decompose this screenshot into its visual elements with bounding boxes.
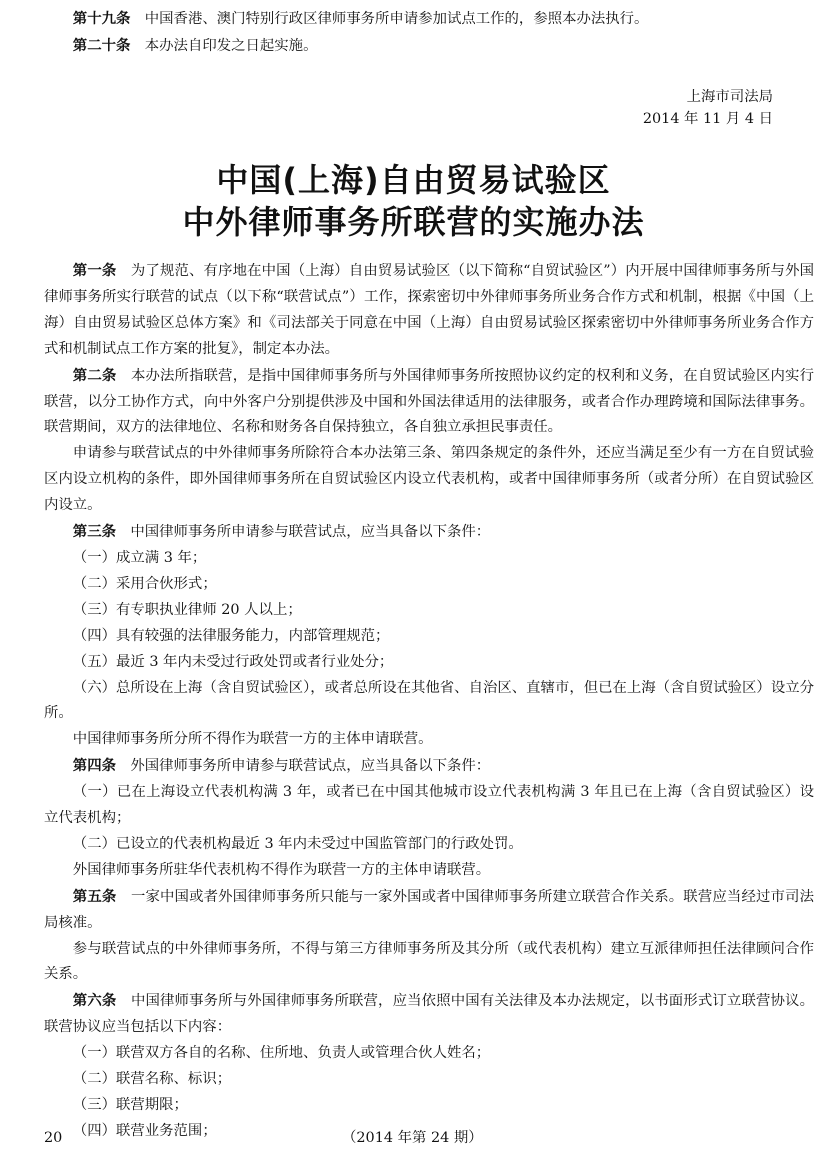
article-label: 第二十条 xyxy=(72,36,131,54)
list-item xyxy=(44,1093,814,1119)
signature-organization: 上海市司法局 xyxy=(686,89,773,105)
article-paragraph xyxy=(44,33,814,60)
article-label: 第一条 xyxy=(72,262,117,279)
list-item-text: （一）联营双方各自的名称、住所地、负责人或管理合伙人姓名； xyxy=(72,1045,491,1062)
article-label: 第二条 xyxy=(72,366,117,384)
list-item xyxy=(44,780,814,832)
issue-label: （2014 年第 24 期） xyxy=(342,1130,483,1146)
article-paragraph xyxy=(44,519,814,546)
body-paragraph xyxy=(44,441,814,519)
previous-articles xyxy=(44,6,814,60)
article-label: 第三条 xyxy=(72,523,116,541)
article-text: 为了规范、有序地在中国（上海）自由贸易试验区（以下简称“自贸试验区”）内开展中国律师事务所与外国律师事务所实行联营的试点（以下称“联营试点”）工作，探索密切中外律师事务所业务合作方式和机制，根据《中国（上海）自由贸易试验区总体方案》和《司法部关于同意在中国（上海）自由贸易试验区探索密切中外律师事务所业务合作方式和机制试点工作方案的批复》，制定本办法。 xyxy=(44,263,814,357)
document-body xyxy=(44,258,814,1145)
page-number: 20 xyxy=(44,1130,63,1146)
body-paragraph xyxy=(44,937,814,989)
list-item-text: （一）成立满 3 年； xyxy=(72,549,207,566)
article-label: 第六条 xyxy=(72,992,117,1010)
list-item xyxy=(44,546,814,572)
article-text: 一家中国或者外国律师事务所只能与一家外国或者中国律师事务所建立联营合作关系。联营应当经过市司法局核准。 xyxy=(44,888,814,931)
article-text: 本办法所指联营，是指中国律师事务所与外国律师事务所按照协议约定的权利和义务，在自贸试验区内实行联营，以分工协作方式，向中外客户分别提供涉及中国和外国法律适用的法律服务，或者合作办理跨境和国际法律事务。联营期间，双方的法律地位、名称和财务各自保持独立，各自独立承担民事责任。 xyxy=(44,367,814,436)
article-label: 第十九条 xyxy=(72,10,131,27)
list-item-text: （三）有专职执业律师 20 人以上； xyxy=(72,601,302,618)
article-paragraph xyxy=(44,258,814,363)
list-item-text: （五）最近 3 年内未受过行政处罚或者行业处分； xyxy=(72,653,394,670)
list-item xyxy=(44,832,814,858)
list-item-text: （二）联营名称、标识； xyxy=(72,1071,232,1088)
article-paragraph xyxy=(44,753,814,780)
article-paragraph xyxy=(44,363,814,442)
list-item-text: （一）已在上海设立代表机构满 3 年，或者已在中国其他城市设立代表机构满 3 年且已在上海（含自贸试验区）设立代表机构； xyxy=(44,784,814,827)
article-paragraph xyxy=(44,884,814,937)
article-label: 第五条 xyxy=(72,887,117,905)
article-text: 外国律师事务所申请参与联营试点，应当具备以下条件： xyxy=(115,758,491,775)
signature-date: 2014 年 11 月 4 日 xyxy=(642,111,773,127)
list-item xyxy=(44,598,814,624)
list-item xyxy=(44,650,814,676)
list-item xyxy=(44,1067,814,1093)
list-item-text: （四）联营业务范围； xyxy=(72,1122,217,1139)
list-item xyxy=(44,624,814,650)
paragraph-text: 中国律师事务所分所不得作为联营一方的主体申请联营。 xyxy=(72,731,433,748)
list-item-text: （三）联营期限； xyxy=(72,1097,188,1113)
document-title-line-2: 中外律师事务所联营的实施办法 xyxy=(182,203,645,241)
list-item xyxy=(44,1041,814,1067)
document-title-line-1: 中国(上海)自由贸易试验区 xyxy=(216,161,611,199)
article-label: 第四条 xyxy=(72,757,116,775)
list-item-text: （二）已设立的代表机构最近 3 年内未受过中国监管部门的行政处罚。 xyxy=(72,835,523,852)
article-text: 中国律师事务所与外国律师事务所联营，应当依照中国有关法律及本办法规定，以书面形式订立联营协议。联营协议应当包括以下内容： xyxy=(44,993,814,1036)
paragraph-text: 外国律师事务所驻华代表机构不得作为联营一方的主体申请联营。 xyxy=(72,861,491,878)
article-paragraph xyxy=(44,6,814,33)
list-item xyxy=(44,572,814,598)
body-paragraph xyxy=(44,858,814,884)
list-item xyxy=(44,676,814,728)
list-item-text: （二）采用合伙形式； xyxy=(72,575,217,592)
article-text: 本办法自印发之日起实施。 xyxy=(130,37,318,54)
body-paragraph xyxy=(44,727,814,753)
paragraph-text: 申请参与联营试点的中外律师事务所除符合本办法第三条、第四条规定的条件外，还应当满足至少有一方在自贸试验区内设立机构的条件，即外国律师事务所在自贸试验区内设立代表机构，或者中国律师事务所（或者分所）在自贸试验区内设立。 xyxy=(44,445,814,514)
article-text: 中国律师事务所申请参与联营试点，应当具备以下条件： xyxy=(115,524,491,541)
paragraph-text: 参与联营试点的中外律师事务所，不得与第三方律师事务所及其分所（或代表机构）建立互派律师担任法律顾问合作关系。 xyxy=(44,940,814,983)
article-text: 中国香港、澳门特别行政区律师事务所申请参加试点工作的，参照本办法执行。 xyxy=(130,11,649,27)
article-paragraph xyxy=(44,988,814,1041)
list-item-text: （六）总所设在上海（含自贸试验区），或者总所设在其他省、自治区、直辖市，但已在上海（含自贸试验区）设立分所。 xyxy=(44,679,814,722)
list-item-text: （四）具有较强的法律服务能力，内部管理规范； xyxy=(72,627,390,644)
